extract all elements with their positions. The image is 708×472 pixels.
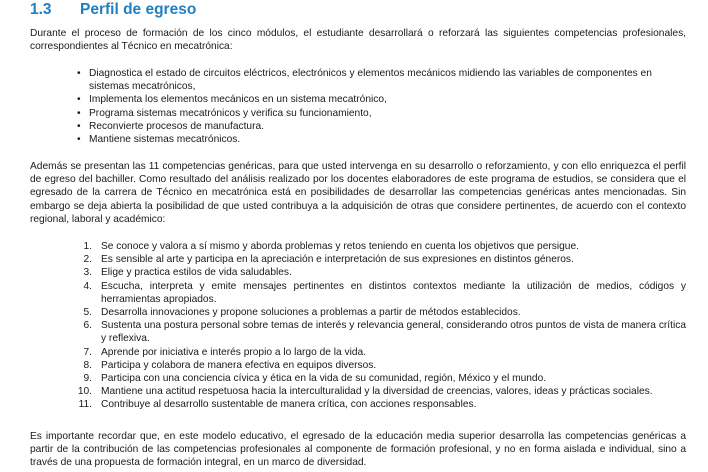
closing-paragraph: Es importante recordar que, en este modelo educativo, el egresado de la educación media superior desarrolla las competencias genéricas a partir de la contribución de las competencias profesionales al componente de formación profesional, y no en forma aislada e individual, sino a través de una propuesta de formación integral, en un marco de diversidad. bbox=[30, 431, 686, 469]
bullet-icon: • bbox=[77, 94, 81, 106]
section-heading bbox=[30, 1, 196, 23]
professional-competencies-list bbox=[77, 67, 687, 146]
list-item: 2. Es sensible al arte y participa en la apreciación e interpretación de sus expresiones en distintos géneros. bbox=[83, 254, 574, 266]
list-item: • Mantiene sistemas mecatrónicos. bbox=[77, 134, 241, 146]
list-item: 10. Mantiene una actitud respetuosa hacia la interculturalidad y la diversidad de creencias, valores, ideas y prácticas sociales. bbox=[77, 386, 653, 398]
generic-intro-paragraph: Además se presentan las 11 competencias genéricas, para que usted intervenga en su desarrollo o reforzamiento, y con ello enriquezca el perfil de egreso del bachiller. Como resultado del análisis realizado por los docentes elaboradores de este programa de estudios, se considera que el egresado de la carrera de Técnico en mecatrónica está en posibilidades de desarrollar las competencias genéricas antes mencionadas. Sin embargo se deja abierta la posibilidad de que usted contribuya a la adquisición de otras que considere pertinentes, de acuerdo con el contexto regional, laboral y académico: bbox=[30, 161, 686, 225]
list-item: 6. Sustenta una postura personal sobre temas de interés y relevancia general, considerando otros puntos de vista de manera crítica y reflexiva. bbox=[83, 320, 686, 345]
bullet-icon: • bbox=[77, 134, 81, 146]
section-number: 1.3 bbox=[30, 1, 52, 18]
list-item: 4. Escucha, interpreta y emite mensajes pertinentes en distintos contextos mediante la utilización de medios, códigos y herramientas apropiados. bbox=[83, 280, 686, 305]
list-item: 3. Elige y practica estilos de vida saludables. bbox=[83, 267, 292, 279]
list-item: • Implementa los elementos mecánicos en un sistema mecatrónico, bbox=[77, 94, 387, 106]
intro-paragraph: Durante el proceso de formación de los cinco módulos, el estudiante desarrollará o reforzará las siguientes competencias profesionales, correspondientes al Técnico en mecatrónica: bbox=[30, 28, 686, 53]
list-item: 5. Desarrolla innovaciones y propone soluciones a problemas a partir de métodos establecidos. bbox=[83, 307, 521, 319]
list-item: • Programa sistemas mecatrónicos y verifica su funcionamiento, bbox=[77, 107, 372, 119]
bullet-icon: • bbox=[77, 68, 81, 79]
bullet-icon: • bbox=[77, 107, 81, 119]
bullet-icon: • bbox=[77, 120, 81, 132]
section-title: Perfil de egreso bbox=[80, 1, 197, 18]
list-item: 8. Participa y colabora de manera efectiva en equipos diversos. bbox=[83, 359, 377, 371]
list-item: 1. Se conoce y valora a sí mismo y aborda problemas y retos teniendo en cuenta los objetivos que persigue. bbox=[83, 241, 579, 252]
list-item: • Diagnostica el estado de circuitos eléctricos, electrónicos y elementos mecánicos midiendo las variables de componentes en sistemas mecatrónicos, bbox=[77, 68, 652, 93]
list-item: 7. Aprende por iniciativa e interés propio a lo largo de la vida. bbox=[83, 346, 367, 358]
generic-competencies-list bbox=[72, 240, 686, 412]
list-item: 11. Contribuye al desarrollo sustentable de manera crítica, con acciones responsables. bbox=[78, 399, 477, 411]
list-item: 9. Participa con una conciencia cívica y ética en la vida de su comunidad, región, México y el mundo. bbox=[83, 373, 547, 385]
list-item: • Reconvierte procesos de manufactura. bbox=[77, 120, 264, 132]
